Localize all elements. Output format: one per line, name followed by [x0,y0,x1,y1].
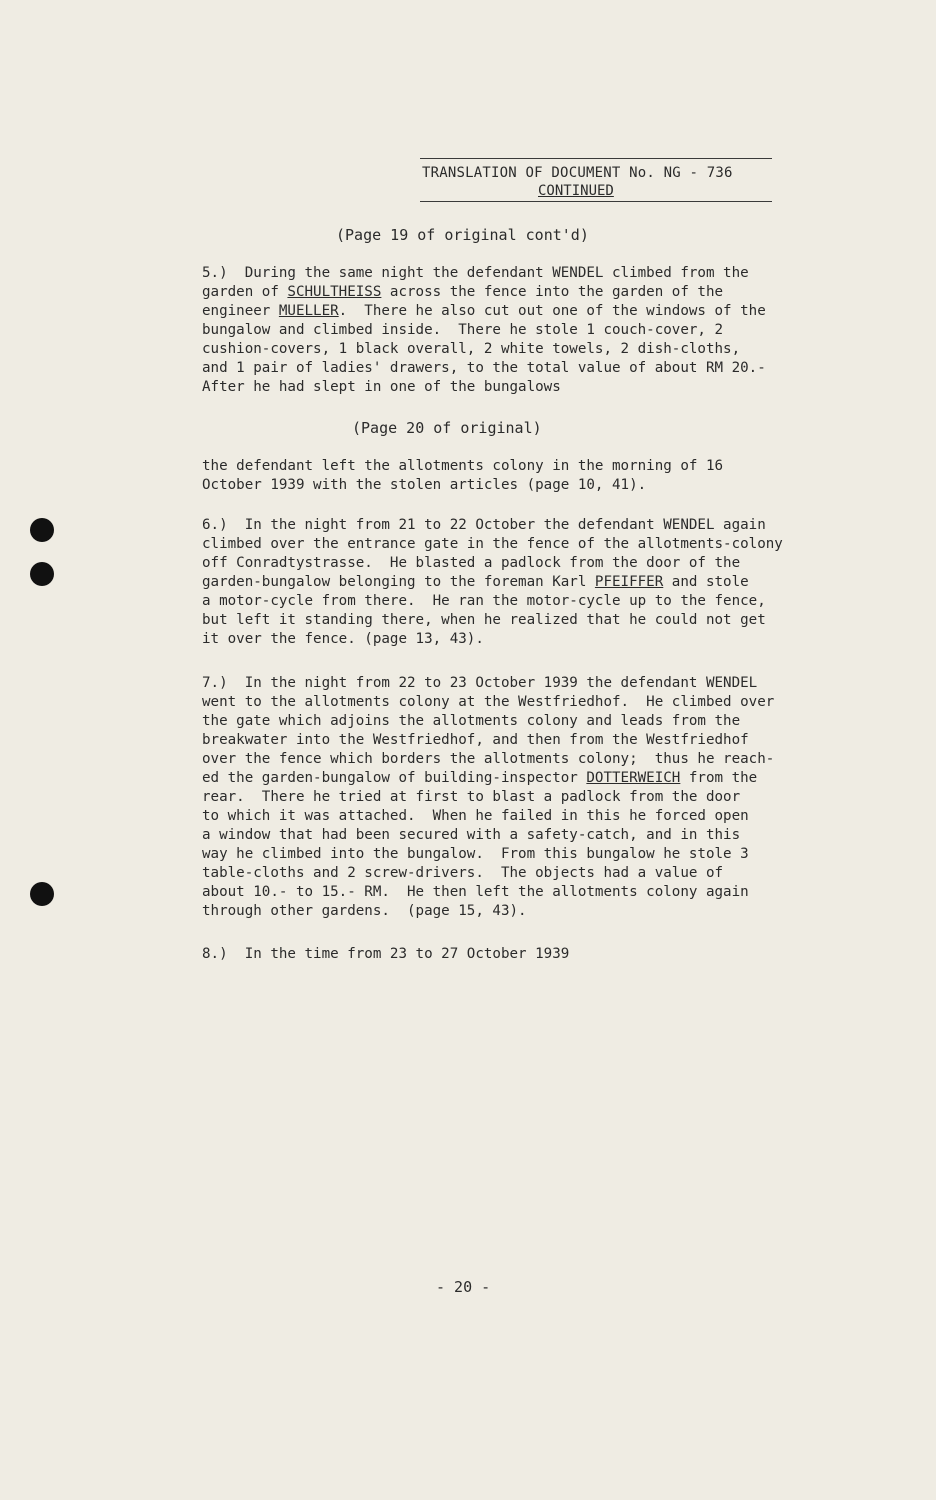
page-note: (Page 20 of original) [352,419,542,437]
text-line: the defendant left the allotments colony in the morning of 16 [202,458,724,474]
text-line [202,769,862,788]
page-number: - 20 - [436,1278,491,1296]
paragraph-7 [202,674,862,921]
text-line: way he climbed into the bungalow. From this bungalow he stole 3 [202,846,749,862]
text-span: across the fence into the garden of the [381,284,724,300]
text-line [202,264,862,283]
text-span: . There he also cut out one of the windows of the [338,303,766,319]
text-span: climbed from the [603,265,749,281]
text-line: and 1 pair of ladies' drawers, to the total value of about RM 20.- [202,360,766,376]
text-line: to which it was attached. When he failed in this he forced open [202,808,749,824]
text-line: October 1939 with the stolen articles (page 10, 41). [202,477,647,493]
text-line: through other gardens. (page 15, 43). [202,903,527,919]
text-span: WENDEL [552,265,604,281]
text-line [202,573,862,592]
header-bottom-rule [420,201,772,202]
page-note: (Page 19 of original cont'd) [336,226,589,244]
text-line: off Conradtystrasse. He blasted a padlock from the door of the [202,555,741,571]
text-line: climbed over the entrance gate in the fence of the allotments-colony [202,536,783,552]
text-line: but left it standing there, when he realized that he could not get [202,612,766,628]
header-top-rule [420,158,772,159]
text-line: the gate which adjoins the allotments colony and leads from the [202,713,741,729]
text-span: and stole [663,574,749,590]
text-line: a window that had been secured with a safety-catch, and in this [202,827,741,843]
punch-hole [30,882,54,906]
paragraph-5 [202,264,862,397]
paragraph-8: 8.) In the time from 23 to 27 October 1939 [202,946,570,962]
text-line: over the fence which borders the allotments colony; thus he reach- [202,751,775,767]
underlined-name: SCHULTHEISS [287,284,382,300]
text-span: garden-bungalow belonging to the foreman Karl [202,574,595,590]
text-line: 6.) In the night from 21 to 22 October the defendant WENDEL again [202,517,766,533]
text-line [202,302,862,321]
text-line: table-cloths and 2 screw-drivers. The objects had a value of [202,865,724,881]
text-line: went to the allotments colony at the Westfriedhof. He climbed over [202,694,775,710]
text-span: 5.) During the same night the defendant [202,265,553,281]
underlined-name: MUELLER [278,303,339,319]
document-header [420,158,772,202]
text-line: about 10.- to 15.- RM. He then left the allotments colony again [202,884,749,900]
text-line [202,283,862,302]
text-span: ed the garden-bungalow of building-inspector [202,770,587,786]
paragraph-continuation [202,457,862,495]
text-line: bungalow and climbed inside. There he stole 1 couch-cover, 2 [202,322,724,338]
text-span: engineer [202,303,279,319]
underlined-name: DOTTERWEICH [586,770,681,786]
text-span: garden of [202,284,288,300]
paragraph-6 [202,516,862,649]
text-line: rear. There he tried at first to blast a padlock from the door [202,789,741,805]
header-title: TRANSLATION OF DOCUMENT No. NG - 736 [422,165,733,181]
text-span: from the [680,770,758,786]
underlined-name: PFEIFFER [594,574,664,590]
header-subtitle: CONTINUED [538,183,614,199]
punch-hole [30,562,54,586]
punch-hole [30,518,54,542]
text-line: 7.) In the night from 22 to 23 October 1939 the defendant WENDEL [202,675,758,691]
text-line: it over the fence. (page 13, 43). [202,631,484,647]
text-line: cushion-covers, 1 black overall, 2 white towels, 2 dish-cloths, [202,341,741,357]
text-line: breakwater into the Westfriedhof, and then from the Westfriedhof [202,732,749,748]
text-line: a motor-cycle from there. He ran the motor-cycle up to the fence, [202,593,766,609]
text-line: After he had slept in one of the bungalows [202,379,561,395]
